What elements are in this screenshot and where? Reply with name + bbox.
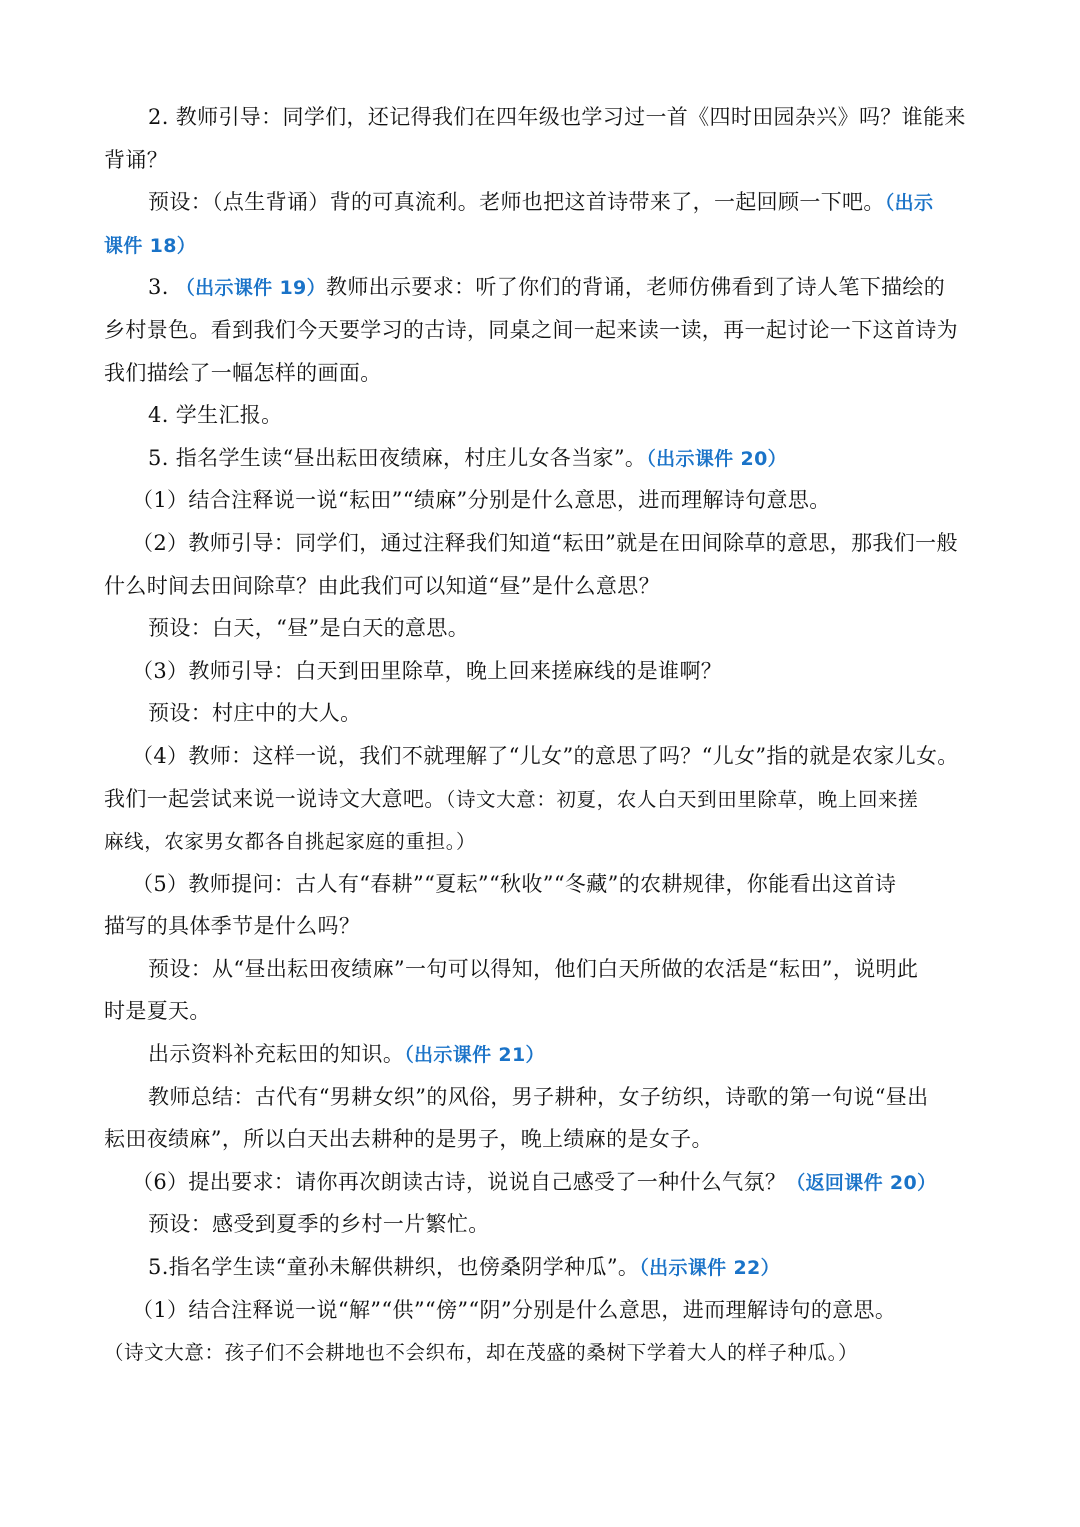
text-line	[104, 565, 978, 608]
text-line	[104, 181, 978, 224]
text-line	[104, 948, 978, 991]
text-line	[104, 1118, 978, 1161]
document-body	[104, 96, 978, 1374]
poem-meaning-note: 麻线，农家男女都各自挑起家庭的重担。）	[104, 830, 477, 854]
text-segment: 4. 学生汇报。	[148, 403, 283, 428]
text-line	[104, 905, 978, 948]
text-segment: 我们描绘了一幅怎样的画面。	[104, 360, 382, 385]
text-line	[104, 139, 978, 182]
text-segment: （1）结合注释说一说“耘田”“绩麻”分别是什么意思，进而理解诗句意思。	[132, 488, 831, 513]
courseware-ref: （出示	[884, 192, 934, 215]
text-line	[104, 1076, 978, 1119]
text-line	[104, 607, 978, 650]
text-segment: 2. 教师引导：同学们，还记得我们在四年级也学习过一首《四时田园杂兴》吗？谁能来	[148, 105, 966, 129]
text-line	[104, 1033, 978, 1076]
text-line	[104, 650, 978, 693]
text-segment: 时是夏天。	[104, 999, 211, 1024]
text-segment: 预设：感受到夏季的乡村一片繁忙。	[148, 1212, 490, 1237]
text-segment: 什么时间去田间除草？由此我们可以知道“昼”是什么意思？	[104, 573, 660, 598]
text-segment: （4）教师：这样一说，我们不就理解了“儿女”的意思了吗？“儿女”指的就是农家儿女。	[132, 743, 959, 768]
text-line	[104, 692, 978, 735]
text-line	[104, 1331, 978, 1374]
text-segment: 预设：村庄中的大人。	[148, 701, 362, 726]
text-line	[104, 479, 978, 522]
text-segment: 教师总结：古代有“男耕女织”的风俗，男子耕种，女子纺织，诗歌的第一句说“昼出	[148, 1084, 929, 1109]
text-line	[104, 352, 978, 395]
text-segment: （6）提出要求：请你再次朗读古诗，说说自己感受了一种什么气氛？	[132, 1169, 787, 1194]
text-segment: （2）教师引导：同学们，通过注释我们知道“耘田”就是在田间除草的意思，那我们一般	[132, 530, 958, 555]
courseware-ref: （返回课件 20）	[786, 1171, 937, 1194]
poem-meaning-note: （诗文大意：初夏，农人白天到田里除草，晚上回来搓	[445, 787, 919, 811]
courseware-ref: （出示课件 22）	[639, 1257, 780, 1280]
text-segment: 预设：白天，“昼”是白天的意思。	[148, 616, 470, 641]
text-segment: 预设：从“昼出耘田夜绩麻”一句可以得知，他们白天所做的农活是“耘田”，说明此	[148, 956, 919, 981]
text-segment: 耘田夜绩麻”，所以白天出去耕种的是男子，晚上绩麻的是女子。	[104, 1127, 713, 1152]
text-line	[104, 522, 978, 565]
text-line	[104, 394, 978, 437]
courseware-ref: （出示课件 21）	[404, 1044, 545, 1067]
text-line	[104, 96, 978, 139]
poem-meaning-note: （诗文大意：孩子们不会耕地也不会织布，却在茂盛的桑树下学着大人的样子种瓜。）	[104, 1341, 859, 1365]
text-segment: （1）结合注释说一说“解”“供”“傍”“阴”分别是什么意思，进而理解诗句的意思。	[132, 1297, 897, 1322]
text-line	[104, 1289, 978, 1332]
text-segment: 教师出示要求：听了你们的背诵，老师仿佛看到了诗人笔下描绘的	[325, 275, 946, 300]
courseware-ref: （出示课件 20）	[646, 447, 787, 470]
text-line	[104, 1161, 978, 1204]
text-segment: 乡村景色。看到我们今天要学习的古诗，同桌之间一起来读一读，再一起讨论一下这首诗为	[104, 317, 958, 342]
text-segment: （5）教师提问：古人有“春耕”“夏耘”“秋收”“冬藏”的农耕规律，你能看出这首诗	[132, 871, 897, 896]
text-line	[104, 224, 978, 267]
text-segment: 预设：（点生背诵）背的可真流利。老师也把这首诗带来了，一起回顾一下吧。	[148, 190, 885, 215]
text-segment: 我们一起尝试来说一说诗文大意吧。	[104, 786, 446, 811]
text-segment: 5.指名学生读“童孙未解供耕织，也傍桑阴学种瓜”。	[148, 1255, 640, 1280]
text-segment: 5. 指名学生读“昼出耘田夜绩麻，村庄儿女各当家”。	[148, 445, 647, 470]
text-line	[104, 1246, 978, 1289]
text-line	[104, 863, 978, 906]
text-segment: 3.	[148, 275, 176, 300]
text-segment: （3）教师引导：白天到田里除草，晚上回来搓麻线的是谁啊？	[132, 658, 723, 683]
text-segment: 描写的具体季节是什么吗？	[104, 914, 361, 939]
text-segment: 出示资料补充耘田的知识。	[148, 1042, 405, 1067]
text-line	[104, 820, 978, 863]
text-segment: 背诵？	[104, 147, 169, 172]
text-line	[104, 437, 978, 480]
text-line	[104, 778, 978, 821]
courseware-ref: 课件 18）	[104, 234, 197, 257]
text-line	[104, 1203, 978, 1246]
courseware-ref: （出示课件 19）	[175, 277, 326, 300]
text-line	[104, 990, 978, 1033]
text-line	[104, 309, 978, 352]
text-line	[104, 266, 978, 309]
text-line	[104, 735, 978, 778]
